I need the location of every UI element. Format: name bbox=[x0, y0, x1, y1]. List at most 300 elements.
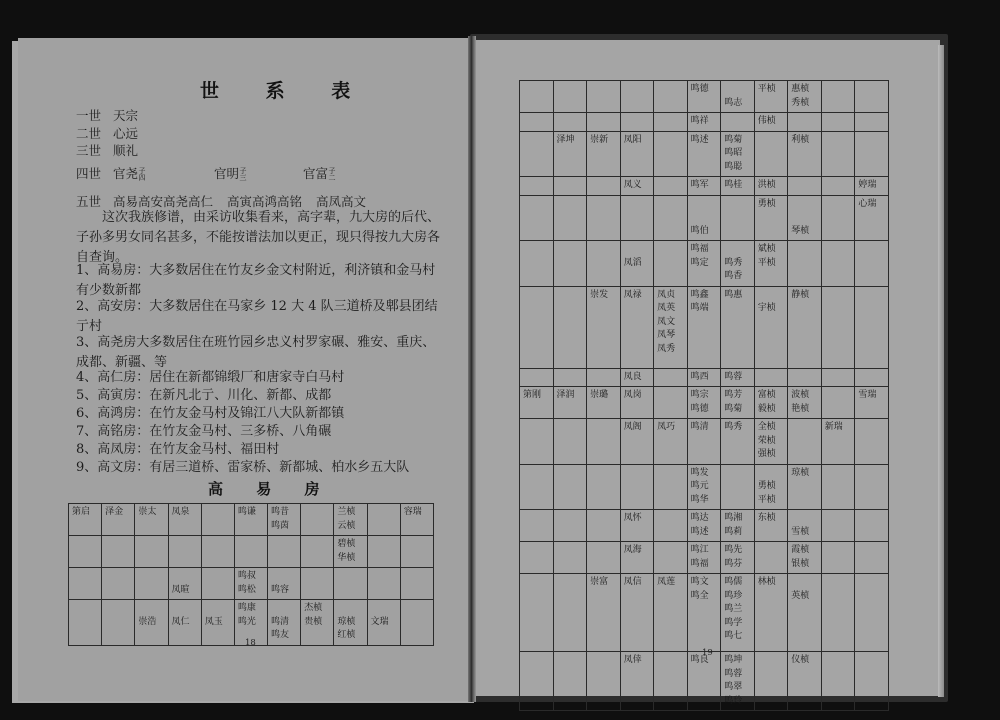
generation-line-4 bbox=[76, 164, 336, 182]
table-cell bbox=[754, 286, 788, 368]
table-cell bbox=[855, 368, 889, 387]
table-cell bbox=[334, 568, 367, 600]
table-cell bbox=[201, 600, 234, 646]
person-name: 崇浩 bbox=[138, 616, 157, 627]
person-name bbox=[791, 211, 818, 225]
person-name: 贵桢 bbox=[304, 616, 323, 627]
person-name bbox=[724, 243, 751, 257]
table-cell bbox=[687, 131, 721, 177]
person-name: 鸣全 bbox=[690, 590, 709, 601]
table-cell bbox=[201, 568, 234, 600]
table-cell bbox=[587, 286, 621, 368]
table-cell bbox=[520, 464, 554, 510]
person-name: 鸣秀 bbox=[724, 422, 743, 432]
generation-group: 高易高安高尧高仁 bbox=[113, 194, 214, 209]
table-cell bbox=[620, 286, 654, 368]
table-cell bbox=[687, 241, 721, 287]
person-name: 鸣芳 bbox=[724, 390, 743, 400]
table-cell bbox=[855, 177, 889, 196]
person-name: 鸣松 bbox=[237, 584, 256, 595]
table-cell bbox=[520, 286, 554, 368]
table-cell bbox=[553, 419, 587, 465]
table-cell bbox=[821, 177, 855, 196]
person-name: 宇桢 bbox=[757, 303, 776, 313]
person-name: 凤海 bbox=[623, 545, 642, 555]
person-name: 毅桢 bbox=[757, 403, 776, 414]
table-cell bbox=[855, 286, 889, 368]
table-cell bbox=[654, 419, 688, 465]
person-name bbox=[271, 570, 297, 584]
table-cell bbox=[821, 131, 855, 177]
person-name: 富桢 bbox=[757, 390, 776, 400]
person-name: 杰桢 bbox=[304, 603, 323, 613]
table-cell bbox=[520, 652, 554, 711]
table-cell bbox=[553, 113, 587, 132]
table-cell bbox=[754, 195, 788, 241]
person-name: 鸣秀 bbox=[724, 257, 743, 268]
table-cell bbox=[334, 504, 367, 536]
person-name: 心瑞 bbox=[858, 198, 877, 209]
table-cell bbox=[721, 113, 755, 132]
table-cell bbox=[334, 600, 367, 646]
person-name: 洪桢 bbox=[757, 180, 776, 190]
table-cell bbox=[821, 574, 855, 652]
person-name: 鸣惠 bbox=[724, 289, 743, 300]
table-cell bbox=[520, 419, 554, 465]
table-cell bbox=[400, 536, 433, 568]
children-count-note: 子 二 bbox=[328, 166, 336, 182]
table-cell bbox=[721, 195, 755, 241]
person-name: 琴桢 bbox=[791, 225, 810, 236]
generation-name: 顺礼 bbox=[113, 143, 139, 158]
table-cell bbox=[754, 574, 788, 652]
person-name: 鸣福 bbox=[690, 558, 709, 569]
person-name: 凤琴 bbox=[657, 330, 676, 340]
table-cell bbox=[654, 368, 688, 387]
person-name: 鸣良 bbox=[690, 655, 709, 665]
person-name: 鸣康 bbox=[237, 603, 256, 613]
table-row bbox=[520, 387, 889, 419]
table-cell bbox=[687, 368, 721, 387]
table-cell bbox=[721, 652, 755, 711]
table-cell bbox=[587, 574, 621, 652]
person-name: 鸣蓉 bbox=[724, 668, 743, 679]
table-cell bbox=[754, 113, 788, 132]
person-name: 鸣容 bbox=[271, 584, 290, 595]
table-cell bbox=[721, 510, 755, 542]
person-name: 鸣珍 bbox=[724, 590, 743, 601]
table-cell bbox=[587, 131, 621, 177]
table-cell bbox=[367, 536, 400, 568]
table-cell bbox=[687, 419, 721, 465]
person-name: 鸣香 bbox=[724, 271, 743, 281]
person-name: 容瑞 bbox=[403, 507, 422, 517]
person-name: 鸣光 bbox=[237, 616, 256, 627]
table-cell bbox=[520, 574, 554, 652]
table-cell bbox=[754, 464, 788, 510]
table-cell bbox=[721, 387, 755, 419]
table-row bbox=[520, 652, 889, 711]
table-row bbox=[520, 241, 889, 287]
person-name: 波桢 bbox=[791, 390, 810, 400]
table-cell bbox=[234, 536, 267, 568]
person-name: 鸣友 bbox=[271, 630, 290, 640]
table-row bbox=[520, 542, 889, 574]
person-name: 鸣达 bbox=[690, 513, 709, 523]
table-cell bbox=[754, 177, 788, 196]
person-name: 鸣发 bbox=[690, 467, 709, 478]
table-cell bbox=[721, 464, 755, 510]
person-name bbox=[337, 602, 363, 616]
person-name: 凤贞 bbox=[657, 289, 676, 300]
person-name bbox=[791, 576, 818, 590]
person-name bbox=[691, 211, 718, 225]
table-cell bbox=[687, 510, 721, 542]
table-cell bbox=[587, 387, 621, 419]
table-cell bbox=[721, 419, 755, 465]
table-cell bbox=[620, 113, 654, 132]
person-name bbox=[758, 467, 785, 481]
person-name bbox=[691, 198, 718, 212]
table-cell bbox=[821, 241, 855, 287]
person-name: 第刚 bbox=[523, 390, 542, 400]
person-name: 惠桢 bbox=[791, 84, 810, 94]
person-name: 鸣桂 bbox=[724, 180, 743, 190]
table-cell bbox=[520, 81, 554, 113]
table-cell bbox=[400, 568, 433, 600]
person-name: 鸣鑫 bbox=[690, 289, 709, 300]
person-name: 勇桢 bbox=[757, 481, 776, 491]
table-cell bbox=[400, 600, 433, 646]
person-name: 凤岗 bbox=[623, 390, 642, 400]
table-cell bbox=[400, 504, 433, 536]
table-cell bbox=[654, 131, 688, 177]
table-cell bbox=[520, 542, 554, 574]
table-cell bbox=[788, 652, 822, 711]
table-row bbox=[520, 131, 889, 177]
book-gutter bbox=[468, 36, 476, 702]
table-cell bbox=[855, 113, 889, 132]
table-cell bbox=[620, 510, 654, 542]
table-cell bbox=[69, 504, 102, 536]
person-name: 崇发 bbox=[590, 289, 609, 300]
branch-item: 3、高尧房大多数居住在班竹园乡忠义村罗家碾、雅安、重庆、成都、新疆、等 bbox=[76, 335, 436, 370]
generation-name: 官富 bbox=[302, 166, 328, 181]
table-cell bbox=[821, 542, 855, 574]
person-name: 鸣元 bbox=[690, 481, 709, 491]
gaoyi-branch-table bbox=[68, 503, 434, 646]
person-name: 鸣昭 bbox=[724, 148, 743, 158]
table-row bbox=[520, 113, 889, 132]
person-name: 崇富 bbox=[590, 577, 609, 587]
person-name: 鸣昔 bbox=[271, 507, 290, 517]
table-cell bbox=[654, 113, 688, 132]
table-row bbox=[520, 195, 889, 241]
person-name: 鸣军 bbox=[690, 180, 709, 190]
person-name: 伟桢 bbox=[757, 116, 776, 126]
person-name bbox=[271, 602, 297, 616]
person-name: 碧桢 bbox=[337, 539, 356, 549]
table-cell bbox=[821, 195, 855, 241]
table-cell bbox=[553, 368, 587, 387]
table-cell bbox=[721, 131, 755, 177]
table-cell bbox=[553, 131, 587, 177]
table-cell bbox=[268, 600, 301, 646]
table-cell bbox=[553, 81, 587, 113]
table-cell bbox=[687, 542, 721, 574]
table-cell bbox=[334, 536, 367, 568]
generation-name: 官明 bbox=[213, 166, 239, 181]
table-cell bbox=[821, 368, 855, 387]
table-cell bbox=[268, 536, 301, 568]
table-cell bbox=[520, 177, 554, 196]
table-cell bbox=[788, 464, 822, 510]
table-cell bbox=[520, 195, 554, 241]
table-cell bbox=[788, 368, 822, 387]
generation-label: 二世 bbox=[76, 126, 102, 141]
person-name: 鸣志 bbox=[724, 97, 743, 108]
person-name: 银桢 bbox=[791, 558, 810, 569]
table-cell bbox=[855, 652, 889, 711]
person-name: 雪瑞 bbox=[858, 390, 877, 400]
table-cell bbox=[788, 177, 822, 196]
table-cell bbox=[367, 568, 400, 600]
table-cell bbox=[855, 419, 889, 465]
branch-item: 2、高安房：大多数居住在马家乡 12 大 4 队三道桥及郫县团结亍村 bbox=[76, 299, 438, 334]
table-cell bbox=[821, 652, 855, 711]
person-name: 鸣莉 bbox=[724, 526, 743, 537]
table-cell bbox=[721, 286, 755, 368]
table-cell bbox=[788, 241, 822, 287]
table-cell bbox=[620, 131, 654, 177]
person-name: 泽润 bbox=[556, 390, 575, 400]
table-cell bbox=[301, 600, 334, 646]
person-name: 文瑞 bbox=[370, 616, 389, 627]
table-row bbox=[520, 368, 889, 387]
person-name: 凤信 bbox=[623, 577, 642, 587]
generation-label: 一世 bbox=[76, 108, 102, 123]
person-name: 凤滔 bbox=[623, 257, 642, 268]
person-name: 鸣伯 bbox=[690, 225, 709, 236]
table-cell bbox=[520, 368, 554, 387]
person-name: 凤仁 bbox=[171, 616, 190, 627]
table-cell bbox=[587, 419, 621, 465]
table-cell bbox=[587, 510, 621, 542]
branch-item: 4、高仁房：居住在新都锦缎厂和唐家寺白马村 bbox=[76, 370, 345, 385]
table-cell bbox=[553, 574, 587, 652]
person-name: 崇新 bbox=[590, 134, 609, 145]
table-cell bbox=[234, 568, 267, 600]
table-cell bbox=[754, 542, 788, 574]
person-name: 东桢 bbox=[757, 513, 776, 523]
table-cell bbox=[855, 387, 889, 419]
table-cell bbox=[654, 464, 688, 510]
table-cell bbox=[553, 195, 587, 241]
table-cell bbox=[721, 574, 755, 652]
generation-name: 天宗 bbox=[113, 108, 139, 123]
table-cell bbox=[654, 387, 688, 419]
table-cell bbox=[520, 131, 554, 177]
generation-label: 三世 bbox=[76, 143, 102, 158]
person-name bbox=[172, 570, 198, 584]
person-name: 凤阳 bbox=[623, 134, 642, 145]
table-cell bbox=[855, 195, 889, 241]
table-cell bbox=[654, 195, 688, 241]
table-cell bbox=[620, 195, 654, 241]
person-name: 鸣翠 bbox=[724, 682, 743, 692]
person-name: 凤英 bbox=[657, 303, 676, 313]
table-cell bbox=[301, 568, 334, 600]
table-cell bbox=[168, 568, 201, 600]
table-cell bbox=[301, 536, 334, 568]
table-cell bbox=[553, 286, 587, 368]
person-name: 兰桢 bbox=[337, 507, 356, 517]
person-name bbox=[791, 198, 818, 212]
branch-item: 9、高文房：有居三道桥、雷家桥、新都城、柏水乡五大队 bbox=[76, 460, 410, 475]
person-name: 鸣茵 bbox=[271, 520, 290, 531]
table-cell bbox=[553, 177, 587, 196]
person-name: 凤禄 bbox=[623, 289, 642, 300]
generation-group: 高凤高文 bbox=[315, 194, 366, 209]
person-name: 鸣西 bbox=[690, 371, 709, 382]
table-cell bbox=[587, 241, 621, 287]
person-name: 凤阁 bbox=[623, 422, 642, 432]
right-page-stack-edge bbox=[938, 45, 944, 697]
table-cell bbox=[135, 536, 168, 568]
person-name: 艳桢 bbox=[791, 403, 810, 414]
table-cell bbox=[855, 574, 889, 652]
person-name: 凤秀 bbox=[657, 343, 676, 354]
table-cell bbox=[754, 81, 788, 113]
table-cell bbox=[620, 387, 654, 419]
person-name: 鸣聪 bbox=[724, 161, 743, 172]
table-cell bbox=[788, 286, 822, 368]
person-name: 凤莲 bbox=[657, 577, 676, 587]
person-name: 鸣清 bbox=[690, 422, 709, 432]
table-cell bbox=[855, 510, 889, 542]
table-cell bbox=[654, 177, 688, 196]
person-name: 凤暄 bbox=[171, 584, 190, 595]
table-row bbox=[69, 536, 434, 568]
table-row bbox=[69, 504, 434, 536]
table-row bbox=[520, 286, 889, 368]
lineage-table-continued bbox=[519, 80, 889, 711]
table-cell bbox=[754, 368, 788, 387]
generation-label: 五世 bbox=[76, 194, 102, 209]
person-name: 鸣湘 bbox=[724, 513, 743, 523]
table-cell bbox=[654, 510, 688, 542]
generation-name: 心远 bbox=[113, 126, 139, 141]
generation-line-3 bbox=[76, 141, 138, 159]
table-cell bbox=[754, 510, 788, 542]
generation-name: 官尧 bbox=[113, 166, 139, 181]
table-cell bbox=[587, 195, 621, 241]
person-name: 鸣江 bbox=[690, 545, 709, 555]
table-row bbox=[520, 177, 889, 196]
table-cell bbox=[520, 241, 554, 287]
table-cell bbox=[654, 574, 688, 652]
table-cell bbox=[587, 464, 621, 510]
branch-item: 7、高铭房：在竹友金马村、三多桥、八角碾 bbox=[76, 424, 332, 439]
person-name: 林桢 bbox=[757, 577, 776, 587]
person-name: 鸣祥 bbox=[690, 116, 709, 126]
generation-line-2 bbox=[76, 124, 138, 142]
table-cell bbox=[855, 131, 889, 177]
person-name: 鸣述 bbox=[690, 526, 709, 537]
person-name: 凤玉 bbox=[204, 616, 223, 627]
section-title: 高 易 房 bbox=[208, 480, 334, 498]
table-cell bbox=[754, 652, 788, 711]
person-name: 凤文 bbox=[657, 316, 676, 327]
table-cell bbox=[687, 387, 721, 419]
person-name: 崇太 bbox=[138, 507, 157, 517]
table-cell bbox=[687, 113, 721, 132]
person-name: 斌桢 bbox=[757, 244, 776, 254]
person-name: 鸣宗 bbox=[690, 390, 709, 400]
person-name: 凤义 bbox=[623, 180, 642, 190]
table-cell bbox=[301, 504, 334, 536]
table-cell bbox=[620, 652, 654, 711]
table-cell bbox=[687, 81, 721, 113]
person-name: 鸣定 bbox=[690, 257, 709, 268]
table-cell bbox=[855, 241, 889, 287]
table-cell bbox=[201, 536, 234, 568]
table-row bbox=[520, 419, 889, 465]
table-cell bbox=[821, 286, 855, 368]
table-cell bbox=[687, 652, 721, 711]
table-row bbox=[520, 464, 889, 510]
table-cell bbox=[234, 504, 267, 536]
person-name: 婷瑞 bbox=[858, 180, 877, 190]
person-name bbox=[624, 243, 651, 257]
table-cell bbox=[168, 600, 201, 646]
person-name: 鸣德 bbox=[690, 403, 709, 414]
person-name: 鸣蓉 bbox=[724, 371, 743, 382]
table-cell bbox=[687, 286, 721, 368]
person-name: 泽金 bbox=[105, 507, 124, 517]
person-name: 鸣坤 bbox=[724, 655, 743, 665]
table-cell bbox=[754, 131, 788, 177]
table-cell bbox=[721, 241, 755, 287]
person-name: 鸣七 bbox=[724, 631, 743, 641]
person-name: 平桢 bbox=[757, 494, 776, 505]
person-name: 琼桢 bbox=[337, 616, 356, 627]
person-name: 平桢 bbox=[757, 257, 776, 268]
table-cell bbox=[587, 81, 621, 113]
table-cell bbox=[620, 368, 654, 387]
children-count-note: 子 四 bbox=[138, 166, 146, 182]
table-cell bbox=[855, 542, 889, 574]
page-title: 世 系 表 bbox=[200, 80, 371, 102]
table-cell bbox=[687, 177, 721, 196]
table-cell bbox=[69, 568, 102, 600]
table-cell bbox=[553, 652, 587, 711]
person-name: 鸣端 bbox=[690, 303, 709, 313]
table-cell bbox=[168, 504, 201, 536]
table-cell bbox=[135, 568, 168, 600]
person-name: 荣桢 bbox=[757, 435, 776, 446]
table-cell bbox=[587, 368, 621, 387]
table-cell bbox=[654, 286, 688, 368]
generation-line-1 bbox=[76, 106, 138, 124]
table-cell bbox=[788, 131, 822, 177]
table-cell bbox=[788, 113, 822, 132]
table-cell bbox=[788, 387, 822, 419]
table-cell bbox=[69, 600, 102, 646]
person-name: 红桢 bbox=[337, 630, 356, 640]
table-cell bbox=[620, 241, 654, 287]
table-cell bbox=[587, 177, 621, 196]
